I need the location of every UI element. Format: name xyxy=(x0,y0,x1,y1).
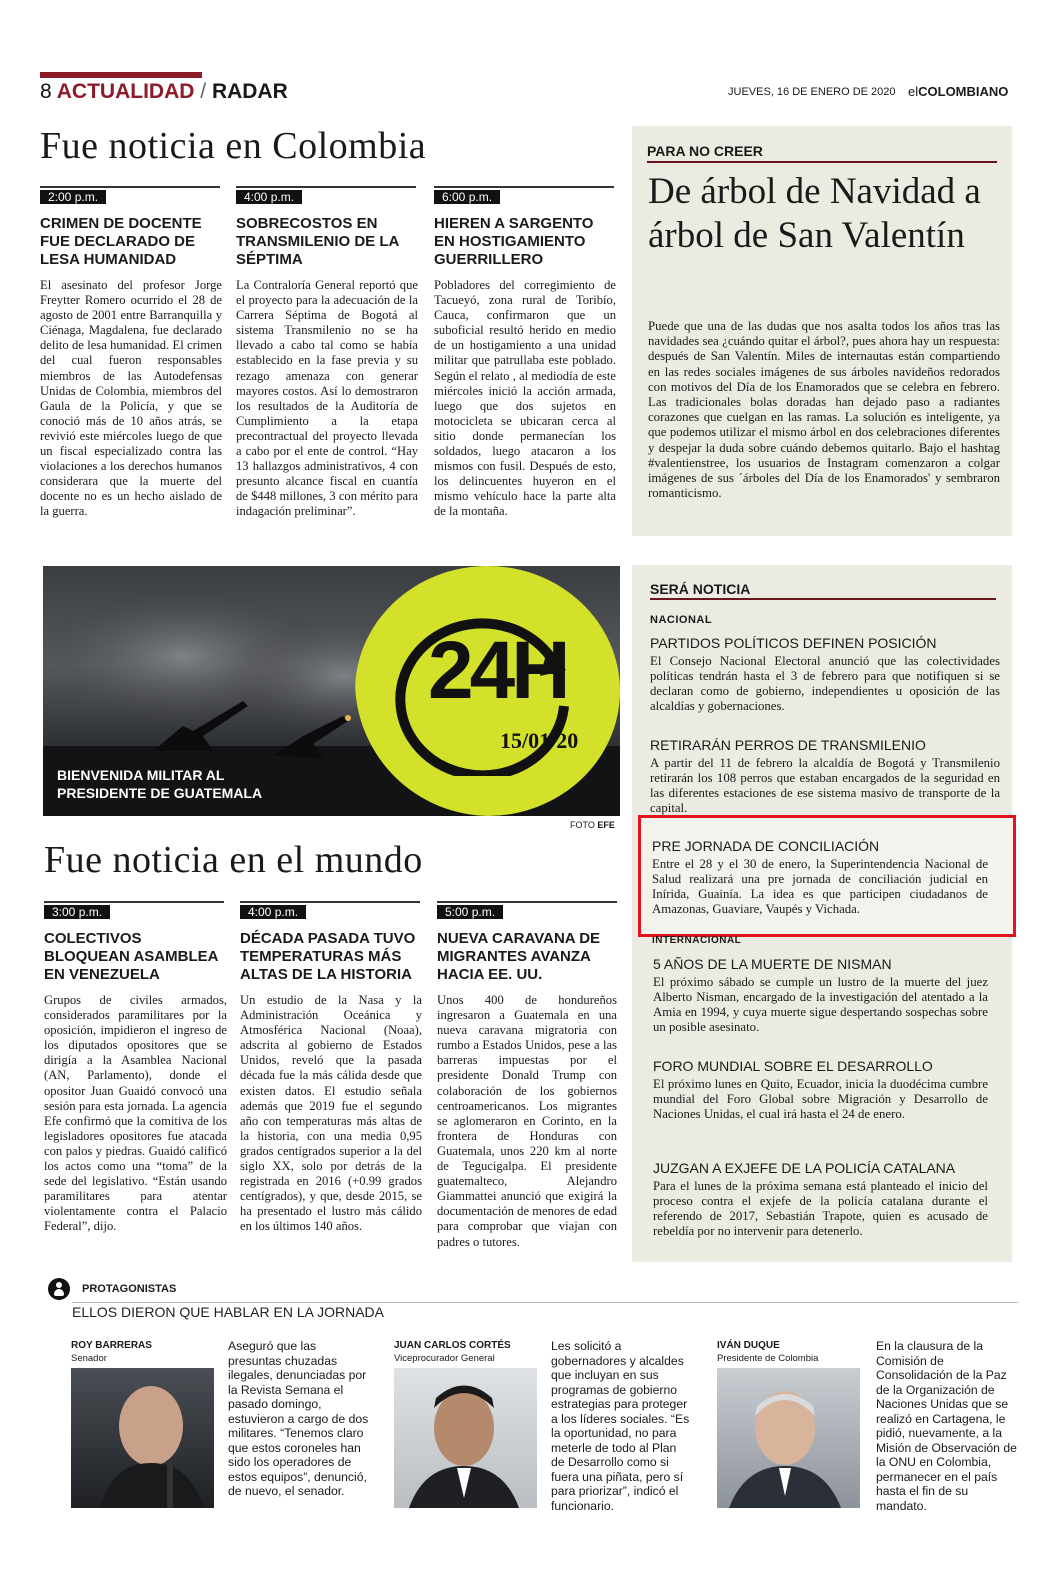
sera-item-body-1: El Consejo Nacional Electoral anunció que las colectividades políticas tendrán hasta el 3 de febrero para que notifiquen si se declaran como de gobierno, independientes u oposición de las alcaldías y gobernaciones. xyxy=(650,654,1000,714)
colombia-story-2[interactable] xyxy=(236,186,416,206)
sera-item-title-5[interactable]: FORO MUNDIAL SOBRE EL DESARROLLO xyxy=(653,1058,933,1074)
protagonistas-rule xyxy=(72,1302,1018,1303)
mundo-title: Fue noticia en el mundo xyxy=(44,839,423,881)
person-quote-2: Les solicitó a gobernadores y alcaldes que incluyan en sus programas de gobierno estrategias para proteger a los líderes sociales. “Es la oportunidad, no para meterle de todo al Plan de Desarrollo como si fuera una piñata, pero sí para priorizar”, indicó el funcionario. xyxy=(551,1339,690,1513)
mundo-story-1[interactable] xyxy=(44,901,224,921)
mundo-headline-1[interactable]: COLECTIVOS BLOQUEAN ASAMBLEA EN VENEZUELA xyxy=(44,930,218,983)
panel-rule xyxy=(650,598,996,600)
mundo-body-1: Grupos de civiles armados, considerados paramilitares por la oposición, impidieron el ingreso de los diputados opositores que se dirigía a la Asamblea Nacional (AN, Parlamento), donde el opositor Juan Guaidó convocó una sesión para esta jornada. La agencia Efe confirmó que la comitiva de los legisladores opositores fue atacada con palos y piedras. Guaidó calificó los actos como una “toma” de la sede del legislativo. “Están usando paramilitares para atentar violentamente contra el Palacio Federal”, dijo. xyxy=(44,993,227,1234)
time-badge: 2:00 p.m. xyxy=(40,190,106,204)
colombia-body-2: La Contraloría General reportó que el proyecto para la adecuación de la Carrera Séptima de Bogotá al sistema Transmilenio no se ha llevado a cabo tal como se había establecido en la fase previa y su rezago amenaza con generar mayores costos. Así lo demostraron los resultados de la Auditoría de Cumplimiento a la etapa precontractual del proyecto llevada a cabo por el ente de control. “Hay 13 hallazgos administrativos, 4 con presunto alcance fiscal en cuantía de $448 millones, 3 con mérito para indagación preliminar”. xyxy=(236,278,418,519)
person-role-2: Viceprocurador General xyxy=(394,1353,495,1364)
time-rule xyxy=(240,901,420,903)
sera-item-body-5: El próximo lunes en Quito, Ecuador, inicia la duodécima cumbre mundial del Foro Global sobre Migración y Desarrollo de Naciones Unidas, el cual irá hasta el 24 de enero. xyxy=(653,1077,988,1122)
badge-24h: 24H xyxy=(428,625,567,716)
colombia-headline-2[interactable]: SOBRECOSTOS EN TRANSMILENIO DE LA SÉPTIMA xyxy=(236,215,399,268)
internacional-label: INTERNACIONAL xyxy=(652,935,742,946)
colombia-story-1[interactable] xyxy=(40,186,220,206)
newspaper-brand xyxy=(908,84,1008,99)
mundo-story-2[interactable] xyxy=(240,901,420,921)
time-rule xyxy=(40,186,220,188)
sera-item-title-6[interactable]: JUZGAN A EXJEFE DE LA POLICÍA CATALANA xyxy=(653,1160,956,1176)
person-photo-2[interactable] xyxy=(394,1368,537,1508)
nacional-label: NACIONAL xyxy=(650,614,713,626)
issue-date: JUEVES, 16 DE ENERO DE 2020 xyxy=(728,86,896,98)
time-badge: 4:00 p.m. xyxy=(236,190,302,204)
sera-item-body-6: Para el lunes de la próxima semana está planteado el inicio del proceso contra el exjefe de la policía catalana durante el referendo de 2017, Sebastián Trapote, quien es acusado de rebeldía por no intervenir para detenerlo. xyxy=(653,1179,988,1239)
person-quote-3: En la clausura de la Comisión de Consolidación de la Paz de la Organización de Naciones Unidas que se realizó en Cartagena, le pidió, nuevamente, a la Misión de Observación de la ONU en Colombia, permanecer en el país hasta el fin de su mandato. xyxy=(876,1339,1017,1513)
para-no-creer-title[interactable]: De árbol de Navidad a árbol de San Valentín xyxy=(648,171,981,256)
person-photo-3[interactable] xyxy=(717,1368,860,1508)
mundo-story-3[interactable] xyxy=(437,901,617,921)
sera-item-body-4: El próximo sábado se cumple un lustro de la muerte del juez Alberto Nisman, encargado de la investigación del atentado a la Amia en 1994, y cuya muerte sigue despertando sospechas sobre un posible asesinato. xyxy=(653,975,988,1035)
sera-item-body-3: Entre el 28 y el 30 de enero, la Superintendencia Nacional de Salud realizará una pre jornada de conciliación judicial en Inírida, Guainía. La idea es que participen ciudadanos de Amazonas, Guaviare, Vaupés y Vichada. xyxy=(652,857,988,917)
time-rule xyxy=(434,186,614,188)
mundo-headline-2[interactable]: DÉCADA PASADA TUVO TEMPERATURAS MÁS ALTAS DE LA HISTORIA xyxy=(240,930,416,983)
portrait-illustration xyxy=(394,1368,537,1508)
credit-prefix: FOTO xyxy=(570,820,595,830)
sera-item-title-4[interactable]: 5 AÑOS DE LA MUERTE DE NISMAN xyxy=(653,956,892,972)
time-rule xyxy=(437,901,617,903)
time-badge: 4:00 p.m. xyxy=(240,905,306,919)
time-badge: 5:00 p.m. xyxy=(437,905,503,919)
brand-name: COLOMBIANO xyxy=(918,84,1009,99)
protagonistas-subtitle: ELLOS DIERON QUE HABLAR EN LA JORNADA xyxy=(72,1304,384,1320)
person-name-1: ROY BARRERAS xyxy=(71,1340,152,1351)
sera-item-body-2: A partir del 11 de febrero la alcaldía de Bogotá y Transmilenio retirarán los 108 perros que estaban encargados de la seguridad en las diferentes estaciones de ese sistema masivo de transporte de la capital. xyxy=(650,756,1000,816)
brand-prefix: el xyxy=(908,84,919,99)
person-role-3: Presidente de Colombia xyxy=(717,1353,819,1364)
time-rule xyxy=(44,901,224,903)
colombia-title: Fue noticia en Colombia xyxy=(40,125,427,167)
portrait-illustration xyxy=(71,1368,214,1508)
time-badge: 6:00 p.m. xyxy=(434,190,500,204)
mundo-body-3: Unos 400 de hondureños ingresaron a Guatemala en una nueva caravana migratoria con rumbo a Estados Unidos, pese a las barreras impuestas por el presidente Donald Trump con colaboración de los gobiernos centroamericanos. Los migrantes se aglomeraron en Corinto, en la frontera de Honduras con Guatemala, unos 220 km al norte de Tegucigalpa. El presidente guatemalteco, Alejandro Giammattei anunció que exigirá la documentación de menores de edad para comprobar que viajan con padres o tutores. xyxy=(437,993,617,1249)
person-icon xyxy=(48,1278,70,1300)
para-no-creer-label: PARA NO CREER xyxy=(647,143,763,159)
photo-caption: BIENVENIDA MILITAR AL PRESIDENTE DE GUATEMALA xyxy=(57,767,263,801)
sera-item-title-1[interactable]: PARTIDOS POLÍTICOS DEFINEN POSICIÓN xyxy=(650,635,937,651)
colombia-story-3[interactable] xyxy=(434,186,614,206)
credit-source: EFE xyxy=(597,820,615,830)
colombia-headline-3[interactable]: HIEREN A SARGENTO EN HOSTIGAMIENTO GUERRILLERO xyxy=(434,215,594,268)
portrait-illustration xyxy=(717,1368,860,1508)
time-badge: 3:00 p.m. xyxy=(44,905,110,919)
section-name[interactable]: ACTUALIDAD xyxy=(56,80,195,103)
panel-rule xyxy=(647,161,997,163)
mundo-headline-3[interactable]: NUEVA CARAVANA DE MIGRANTES AVANZA HACIA EE. UU. xyxy=(437,930,601,983)
section-header xyxy=(40,80,288,104)
mundo-body-2: Un estudio de la Nasa y la Administración Oceánica y Atmosférica Nacional (Noaa), adscrita al gobierno de Estados Unidos, reveló que la pasada década fue la más cálida desde que existen datos. El estudio señala además que 2019 fue el segundo año con temperaturas más altas de la historia, con una media 0,95 grados centígrados superior a la del siglo XX, solo por detrás de la registrada en 2016 (+0.99 grados centígrados), y que, desde 2015, se ha presentado el lustro más cálido en los últimos 140 años. xyxy=(240,993,422,1234)
para-no-creer-body: Puede que una de las dudas que nos asalta todos los años tras las navidades sea ¿cuándo quitar el árbol?, pues ahora hay un respuesta: después de San Valentín. Miles de internautas están compartiendo en las redes sociales imágenes de sus árboles navideños redorados con motivos del Día de los Enamorados que se celebra en febrero. Las tradicionales bolas doradas han dejado paso a radiantes corazones que cuelgan en las ramas. La solución es inteligente, ya que podemos utilizar el mismo árbol en dos celebraciones diferentes y despejar la duda sobre cuándo debemos quitarlo. Bajo el hashtag #valentienstree, los usuarios de Instagram comenzaron a colgar imágenes de sus ´árboles del Día de los Enamorados' y sembraron romanticismo. xyxy=(648,319,1000,501)
protagonistas-label: PROTAGONISTAS xyxy=(82,1283,177,1295)
sera-noticia-label: SERÁ NOTICIA xyxy=(650,581,751,597)
colombia-body-3: Pobladores del corregimiento de Tacueyó, zona rural de Toribío, Cauca, confirmaron que un suboficial resultó herido en medio de un hostigamiento a una unidad militar que patrullaba este poblado. Según el relato , al mediodía de este miércoles inició la acción armada, luego que dos sujetos en motocicleta se ubicaran cerca al sitio donde permanecían los soldados, luego atacaron a los mismos con fusil. Después de esto, los delincuentes huyeron en el mismo vehículo hace la parte alta de la montaña. xyxy=(434,278,616,519)
sera-item-title-3[interactable]: PRE JORNADA DE CONCILIACIÓN xyxy=(652,838,880,854)
section-separator: / xyxy=(200,80,207,103)
person-name-2: JUAN CARLOS CORTÉS xyxy=(394,1340,511,1351)
person-name-3: IVÁN DUQUE xyxy=(717,1340,780,1351)
person-role-1: Senador xyxy=(71,1353,107,1364)
badge-date: 15/01/20 xyxy=(500,728,579,753)
sera-item-title-2[interactable]: RETIRARÁN PERROS DE TRANSMILENIO xyxy=(650,737,926,753)
page-number: 8 xyxy=(40,80,52,103)
person-photo-1[interactable] xyxy=(71,1368,214,1508)
time-rule xyxy=(236,186,416,188)
colombia-headline-1[interactable]: CRIMEN DE DOCENTE FUE DECLARADO DE LESA HUMANIDAD xyxy=(40,215,202,268)
section-color-bar xyxy=(40,72,202,78)
person-quote-1: Aseguró que las presuntas chuzadas ilegales, denunciadas por la Revista Semana el pasado domingo, estuvieron a cargo de dos militares. “Tenemos claro que estos coroneles han sido los operadores de estos equipos”, denunció, de nuevo, el senador. xyxy=(228,1339,369,1498)
photo-credit xyxy=(570,820,615,830)
colombia-body-1: El asesinato del profesor Jorge Freytter Romero ocurrido el 28 de agosto de 2001 entre Barranquilla y Ciénaga, Magdalena, fue declarado delito de lesa humanidad. El crimen del cual fueron responsables miembros de las Autodefensas Unidas de Colombia, miembros del Gaula de la Policía, y que se conoció más de 10 años atrás, se revivió este miércoles luego de que un fiscal especializado contra las violaciones a los derechos humanos considerara que la muerte del docente no es un hecho aislado de la guerra. xyxy=(40,278,222,519)
subsection-name[interactable]: RADAR xyxy=(211,80,288,103)
